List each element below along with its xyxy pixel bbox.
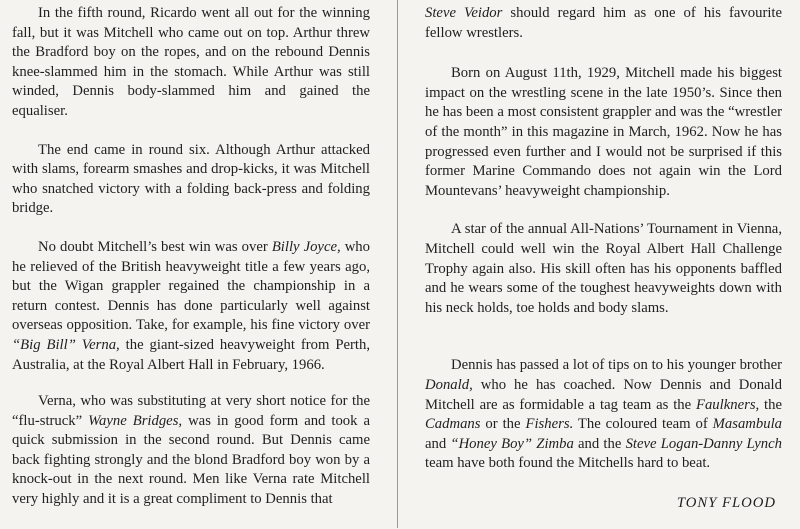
text-run: and the [573, 435, 626, 452]
text-run: team have both found the Mitchells hard to beat. [425, 455, 711, 472]
left-paragraph-2: The end came in round six. Although Arthur attacked with slams, forearm smashes and drop-kicks, it was Mitchell who snatched victory with a folding back-press and folding bridge. [12, 141, 370, 217]
left-paragraph-4 [12, 392, 370, 510]
wrestler-name: “Big Bill” Verna, [12, 336, 120, 353]
wrestler-name: Donald, [425, 376, 473, 393]
left-paragraph-1: In the fifth round, Ricardo went all out for the winning fall, but it was Mitchell who came out on top. Arthur threw the Bradford boy on the ropes, and on the rebound Dennis knee-slammed him in the stomach. While Arthur was still winded, Dennis body-slammed him and gained the equaliser. [12, 5, 370, 119]
column-divider [397, 0, 398, 528]
right-paragraph-4 [425, 356, 782, 474]
team-name: Faulkners, [695, 396, 760, 413]
right-column [425, 4, 782, 493]
wrestler-name: Wayne Bridges, [88, 412, 183, 429]
text-run: should regard him as one of his favourite fellow wrestlers. [425, 5, 783, 41]
text-run: was in good form and took a quick submission in the second round. But Dennis came back fighting strongly and the blond Bradford boy won by a knock-out in the next round. Men like Verna rate Mitchell very highly and it is a great compliment to Dennis that [12, 412, 371, 508]
text-run: No doubt Mitchell’s best win was over [38, 238, 272, 255]
text-run: The coloured team of [573, 416, 713, 433]
right-paragraph-1 [425, 4, 782, 43]
text-run: who he has coached. Now Dennis and Donald Mitchell are as formidable a tag team as the [425, 376, 782, 413]
wrestler-name: “Honey Boy” Zimba [450, 435, 574, 452]
text-run: Dennis has passed a lot of tips on to his younger brother [451, 357, 782, 374]
right-paragraph-2: Born on August 11th, 1929, Mitchell made his biggest impact on the wrestling scene in the late 1950’s. Since then he has been a most consistent grappler and was the “wrestler of the month” in this magazine in March, 1962. Now he has progressed even further and I would not be surprised if this former Marine Commando does not again win the Lord Mountevans’ heavyweight championship. [425, 65, 782, 199]
wrestler-name: Steve Veidor [425, 5, 503, 21]
text-run: who he relieved of the British heavyweight title a few years ago, but the Wigan grappler regained the championship in a return contest. Dennis has done particularly well against overseas opposition. Take, for example, his fine victory over [12, 238, 370, 334]
left-column [12, 4, 370, 529]
author-signature: TONY FLOOD [676, 495, 776, 511]
team-name: Cadmans [425, 416, 481, 433]
text-run: and [425, 435, 451, 452]
left-paragraph-3 [12, 238, 370, 375]
wrestler-name: Masambula [712, 416, 783, 433]
text-run: the [759, 396, 782, 413]
text-run: Verna, who was substituting at very short notice for the “flu-struck” [12, 393, 370, 429]
text-run: the giant-sized heavyweight from Perth, Australia, at the Royal Albert Hall in February, 1966. [12, 336, 370, 373]
right-paragraph-3: A star of the annual All-Nations’ Tournament in Vienna, Mitchell could well win the Royal Albert Hall Challenge Trophy again also. His skill often has his opponents baffled and he wears some of the toughest heavyweights down with his neck holds, toe holds and body slams. [425, 221, 782, 316]
text-run: or the [480, 416, 526, 433]
wrestler-name: Billy Joyce, [271, 238, 341, 255]
team-name: Fishers. [525, 416, 574, 433]
team-name: Steve Logan-Danny Lynch [625, 435, 782, 452]
